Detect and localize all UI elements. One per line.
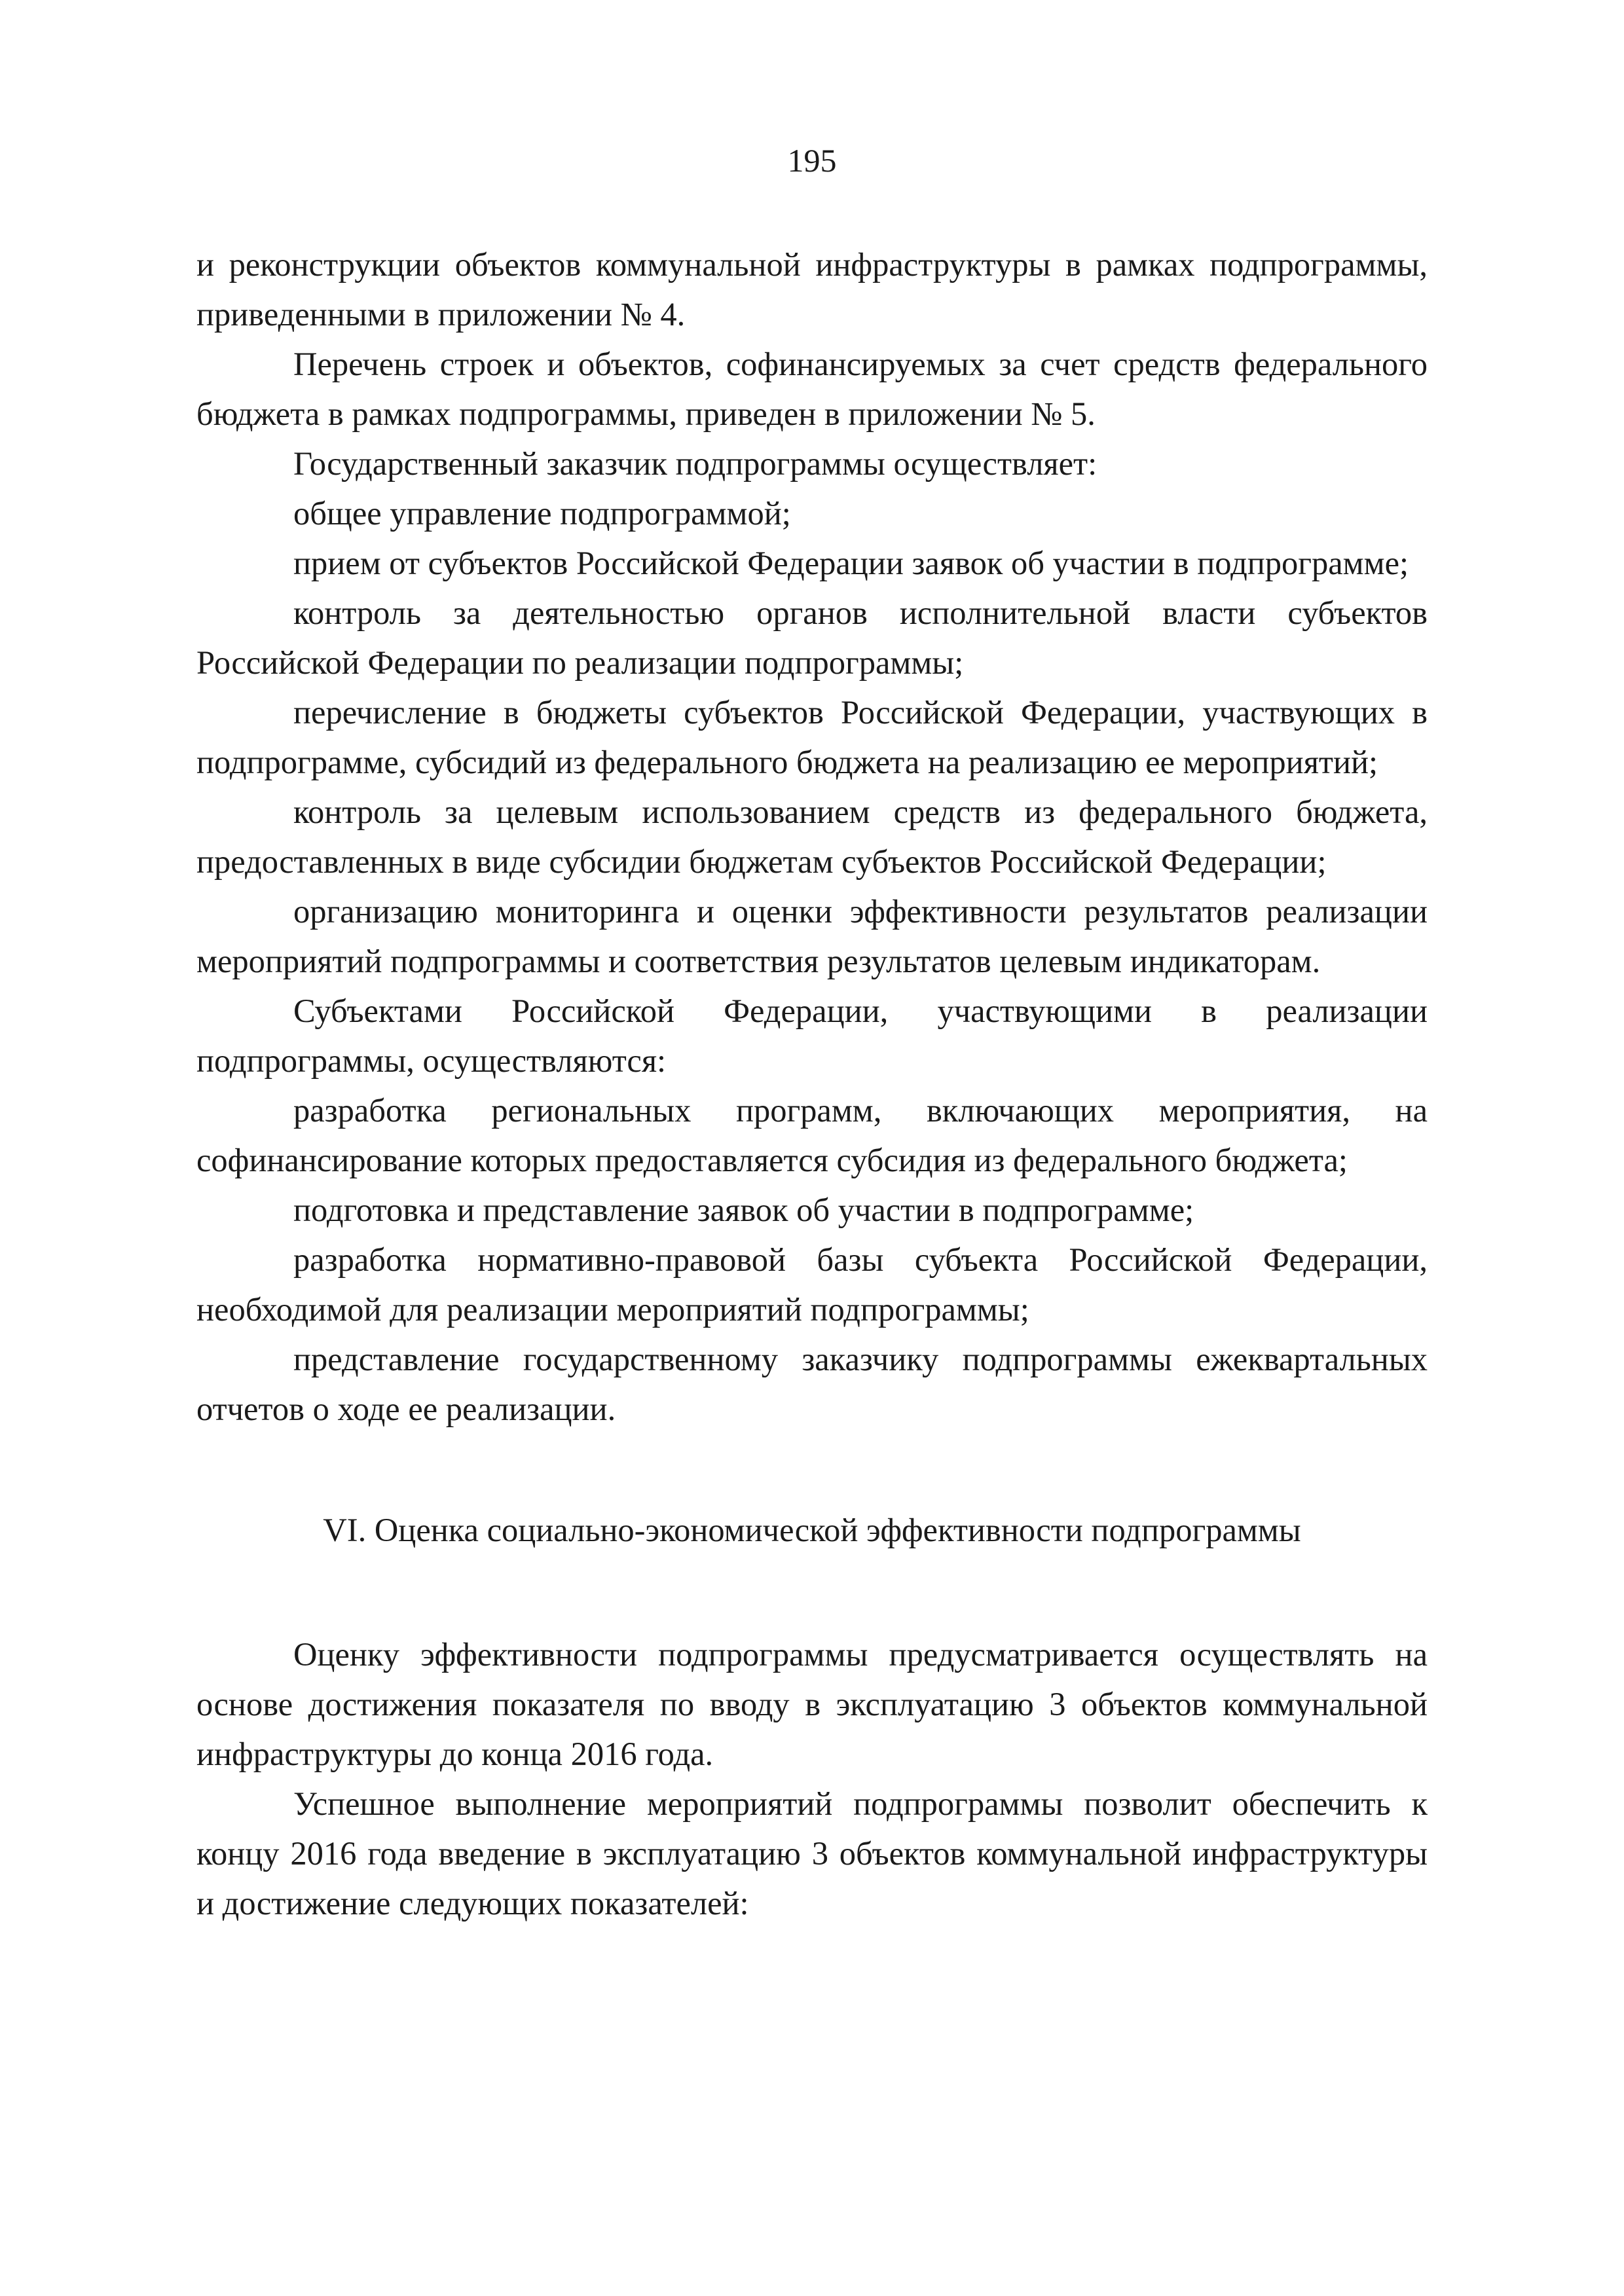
paragraph: Государственный заказчик подпрограммы осуществляет: <box>293 445 1098 482</box>
list-item: представление государственному заказчику подпрограммы ежеквартальных отчетов о ходе ее реализации. <box>196 1341 1428 1427</box>
section-heading: VI. Оценка социально-экономической эффективности подпрограммы <box>323 1512 1301 1548</box>
list-item: подготовка и представление заявок об участии в подпрограмме; <box>293 1192 1194 1228</box>
paragraph: Перечень строек и объектов, софинансируемых за счет средств федерального бюджета в рамках подпрограммы, приведен в приложении № 5. <box>196 346 1428 432</box>
list-item: прием от субъектов Российской Федерации заявок об участии в подпрограмме; <box>293 545 1409 581</box>
list-item: организацию мониторинга и оценки эффективности результатов реализации мероприятий подпрограммы и соответствия результатов целевым индикаторам. <box>196 893 1428 979</box>
list-item: контроль за деятельностью органов исполнительной власти субъектов Российской Федерации по реализации подпрограммы; <box>196 594 1428 681</box>
paragraph: и реконструкции объектов коммунальной инфраструктуры в рамках подпрограммы, приведенными в приложении № 4. <box>196 246 1428 333</box>
document-body <box>196 240 1428 1928</box>
list-item: перечисление в бюджеты субъектов Российской Федерации, участвующих в подпрограмме, субсидий из федерального бюджета на реализацию ее мероприятий; <box>196 694 1428 780</box>
page-number: 195 <box>787 142 837 179</box>
list-item: разработка региональных программ, включающих мероприятия, на софинансирование которых предоставляется субсидия из федерального бюджета; <box>196 1092 1428 1178</box>
paragraph: Оценку эффективности подпрограммы предусматривается осуществлять на основе достижения показателя по вводу в эксплуатацию 3 объектов коммунальной инфраструктуры до конца 2016 года. <box>196 1636 1428 1772</box>
list-item: общее управление подпрограммой; <box>293 495 791 532</box>
paragraph: Успешное выполнение мероприятий подпрограммы позволит обеспечить к концу 2016 года введение в эксплуатацию 3 объектов коммунальной инфраструктуры и достижение следующих показателей: <box>196 1785 1428 1922</box>
list-item: разработка нормативно-правовой базы субъекта Российской Федерации, необходимой для реализации мероприятий подпрограммы; <box>196 1241 1428 1328</box>
paragraph: Субъектами Российской Федерации, участвующими в реализации подпрограммы, осуществляются: <box>196 993 1428 1079</box>
list-item: контроль за целевым использованием средств из федерального бюджета, предоставленных в виде субсидии бюджетам субъектов Российской Федерации; <box>196 793 1428 880</box>
